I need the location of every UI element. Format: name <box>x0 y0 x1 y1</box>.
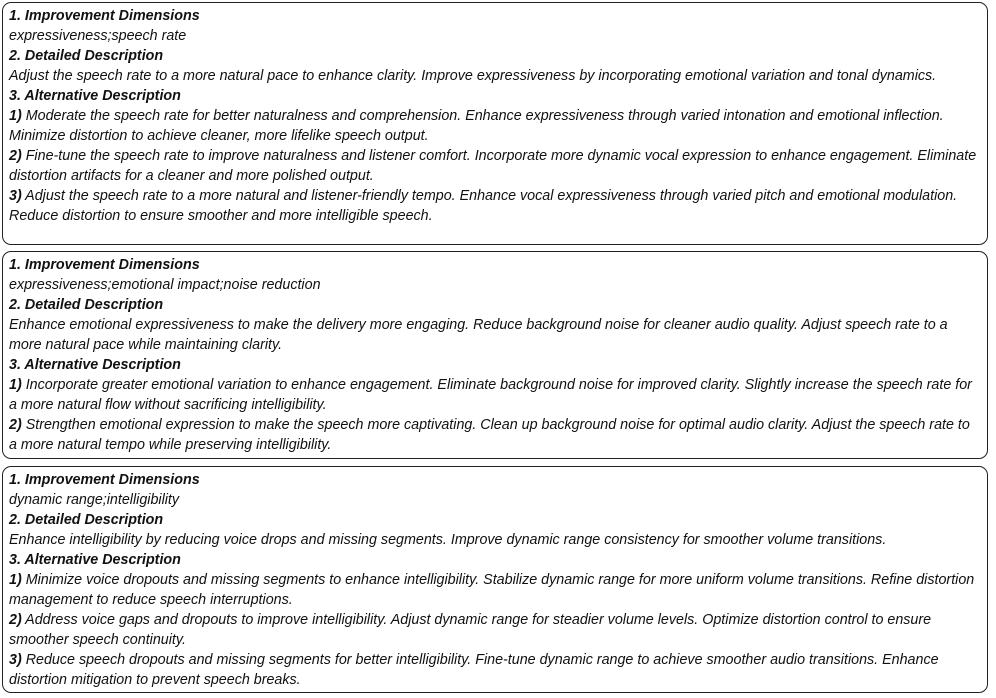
dims-text: dynamic range;intelligibility <box>9 492 180 508</box>
dims-heading: 1. Improvement Dimensions <box>9 257 200 273</box>
alt-heading: 3. Alternative Description <box>9 357 181 373</box>
alt-item <box>9 146 981 186</box>
alt-number: 2) <box>9 417 22 433</box>
desc-heading: 2. Detailed Description <box>9 512 164 528</box>
alt-number: 1) <box>9 108 22 124</box>
alt-item <box>9 570 981 610</box>
desc-heading: 2. Detailed Description <box>9 297 164 313</box>
alt-heading: 3. Alternative Description <box>9 88 181 104</box>
alt-item <box>9 650 981 690</box>
alt-item <box>9 186 981 226</box>
alt-number: 2) <box>9 148 22 164</box>
improvement-card-1 <box>2 2 988 245</box>
dims-text: expressiveness;emotional impact;noise reduction <box>9 277 321 293</box>
improvement-card-3 <box>2 466 988 693</box>
alt-number: 1) <box>9 377 22 393</box>
dims-text: expressiveness;speech rate <box>9 28 187 44</box>
alt-item <box>9 415 981 455</box>
improvement-card-2 <box>2 251 988 459</box>
alt-number: 3) <box>9 188 22 204</box>
alt-text: Incorporate greater emotional variation to enhance engagement. Eliminate background noise for improved clarity. Slightly increase the speech rate for a more natural flow without sacrificing intelligibility. <box>9 377 972 413</box>
alt-item <box>9 106 981 146</box>
alt-item <box>9 610 981 650</box>
desc-text: Enhance intelligibility by reducing voice drops and missing segments. Improve dynamic range consistency for smoother volume transitions. <box>9 532 887 548</box>
desc-heading: 2. Detailed Description <box>9 48 164 64</box>
alt-text: Fine-tune the speech rate to improve naturalness and listener comfort. Incorporate more dynamic vocal expression to enhance engagement. Eliminate distortion artifacts for a cleaner and more polished output. <box>9 148 977 184</box>
alt-item <box>9 375 981 415</box>
alt-heading: 3. Alternative Description <box>9 552 181 568</box>
alt-text: Reduce speech dropouts and missing segments for better intelligibility. Fine-tune dynamic range to achieve smoother audio transitions. Enhance distortion mitigation to prevent speech breaks. <box>9 652 939 688</box>
alt-text: Minimize voice dropouts and missing segments to enhance intelligibility. Stabilize dynamic range for more uniform volume transitions. Refine distortion management to reduce speech interruptions. <box>9 572 975 608</box>
alt-text: Moderate the speech rate for better naturalness and comprehension. Enhance expressiveness through varied intonation and emotional inflection. Minimize distortion to achieve cleaner, more lifelike speech output. <box>9 108 944 144</box>
dims-heading: 1. Improvement Dimensions <box>9 472 200 488</box>
alt-number: 3) <box>9 652 22 668</box>
desc-text: Adjust the speech rate to a more natural pace to enhance clarity. Improve expressiveness by incorporating emotional variation and tonal dynamics. <box>9 68 937 84</box>
dims-heading: 1. Improvement Dimensions <box>9 8 200 24</box>
alt-text: Address voice gaps and dropouts to improve intelligibility. Adjust dynamic range for steadier volume levels. Optimize distortion control to ensure smoother speech continuity. <box>9 612 932 648</box>
alt-number: 2) <box>9 612 22 628</box>
alt-text: Adjust the speech rate to a more natural and listener-friendly tempo. Enhance vocal expressiveness through varied pitch and emotional modulation. Reduce distortion to ensure smoother and more intelligible speech. <box>9 188 958 224</box>
alt-text: Strengthen emotional expression to make the speech more captivating. Clean up background noise for optimal audio clarity. Adjust the speech rate to a more natural tempo while preserving intelligibility. <box>9 417 970 453</box>
alt-number: 1) <box>9 572 22 588</box>
desc-text: Enhance emotional expressiveness to make the delivery more engaging. Reduce background noise for cleaner audio quality. Adjust speech rate to a more natural pace while maintaining clarity. <box>9 317 948 353</box>
